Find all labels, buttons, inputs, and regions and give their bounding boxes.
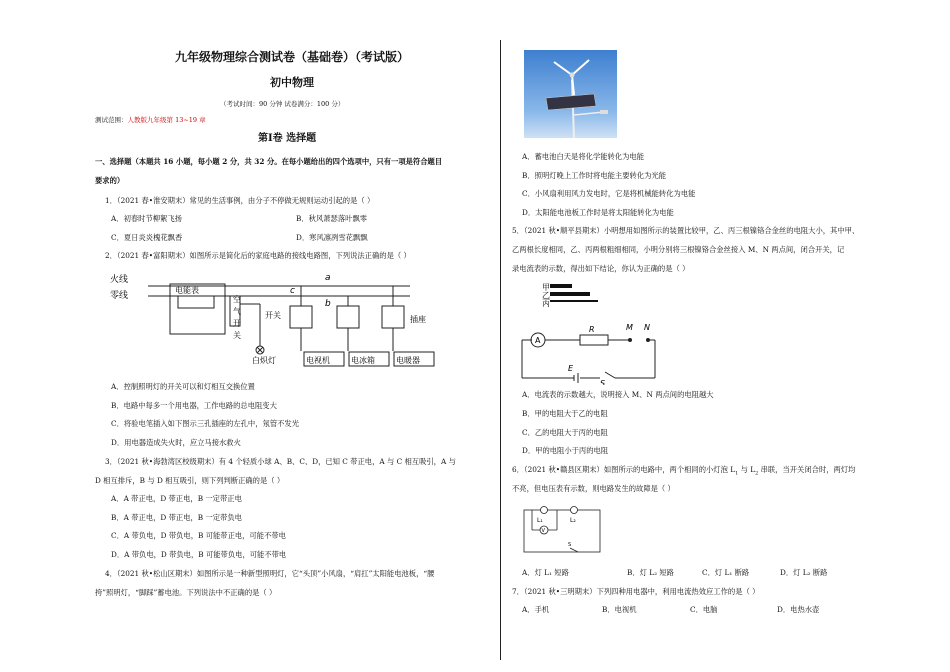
column-divider [500,40,501,660]
switch-s-label: S [600,379,606,385]
q2-option-b: B．电路中每多一个用电器，工作电路的总电阻变大 [111,401,277,410]
q3-option-d: D．A 带负电，D 带负电，B 可能带负电，可能不带电 [111,550,287,559]
q1-stem: 1．（2021 春•淮安期末）常见的生活事例，由分子不停做无规则运动引起的是（ ） [105,196,375,205]
q5-stem-line-2: 乙两根长度相同，乙、丙两根粗细相同，小明分别将三根镍铬合金丝接入 M、N 两点间，闭合开关，记 [512,245,845,254]
point-a-label: a [325,273,331,283]
point-m-label: M [626,323,633,332]
q6-stem-line-2: 不亮，但电压表有示数，则电路发生的故障是（ ） [512,484,675,493]
q4-option-b: B．照明灯晚上工作时将电能主要转化为光能 [522,171,667,180]
q4-option-d: D．太阳能电池板工作时是将太阳能转化为电能 [522,208,674,217]
scope-line [95,115,206,125]
q4-stem-line-1: 4．（2021 秋•松山区期末）如图所示是一种新型照明灯，它“头顶”小风扇，“肩扛”太阳能电池板，“腰 [105,569,435,578]
q3-stem-line-2: D 相互排斥，B 与 D 相互吸引，则下列判断正确的是（ ） [95,476,285,485]
q7-option-d: D．电热水壶 [777,605,820,614]
q5-option-c: C．乙的电阻大于丙的电阻 [522,428,608,437]
q6-stem-line-1 [512,465,855,478]
q2-option-d: D．用电器造成失火时，应立马接水救火 [111,438,241,447]
switch-box-char-1: 空 [233,295,241,304]
meter-label: 电能表 [175,286,199,295]
q1-option-a: A．初春时节柳絮飞扬 [111,214,182,223]
q1-option-c: C．夏日炎炎槐花飘香 [111,233,183,242]
q3-option-c: C．A 带负电，D 带负电，B 可能带正电，可能不带电 [111,531,286,540]
q5-option-d: D．甲的电阻小于丙的电阻 [522,446,609,455]
resistance-circuit-diagram [520,280,670,385]
point-b-label: b [325,299,331,309]
paper-title: 九年级物理综合测试卷（基础卷）（考试版） [175,50,410,64]
q6-option-c: C．灯 L₁ 断路 [702,568,750,577]
battery-label: E [568,364,574,373]
socket-label: 插座 [410,315,426,324]
q2-option-c: C．将验电笔插入如下图示三孔插座的左孔中，氖管不发光 [111,419,300,428]
switch-label: 开关 [265,311,281,320]
switch-box-char-4: 关 [233,331,241,340]
q6-stem-sub-1: 1 [735,470,739,477]
wire-jia [550,284,572,288]
q6-option-b: B．灯 L₂ 短路 [627,568,674,577]
q6-option-a: A．灯 L₁ 短路 [522,568,569,577]
q6-stem-sub-2: 2 [755,470,759,477]
bing-label: 丙 [542,299,550,308]
q4-stem-line-2: 挎”照明灯，“脚踩”蓄电池。下列说法中不正确的是（ ） [95,588,277,597]
wind-solar-lamp-illustration [524,50,617,138]
paper-subtitle: 初中物理 [270,76,314,89]
section-title: 第Ⅰ卷 选择题 [258,133,317,144]
scope-label: 测试范围： [95,116,128,124]
q2-option-a: A．控制照明灯的开关可以和灯相互交换位置 [111,382,255,391]
household-circuit-diagram [110,266,440,374]
q4-option-a: A．蓄电池白天是将化学能转化为电能 [522,152,645,161]
q5-option-b: B．甲的电阻大于乙的电阻 [522,409,608,418]
switch-box-char-2: 气 [233,307,241,316]
q1-option-d: D．寒风凛冽雪花飘飘 [296,233,368,242]
wire-yi [550,292,590,296]
q6-switch-label: S [568,542,572,548]
q5-stem-line-3: 录电流表的示数，得出如下结论，你认为正确的是（ ） [512,264,690,273]
heater-label: 电暖器 [396,356,420,365]
lamp-label: 白炽灯 [252,356,276,365]
point-n-label: N [644,323,650,332]
switch-box-char-3: 开 [233,319,241,328]
l2-label: L₂ [570,517,576,524]
q7-option-b: B．电视机 [602,605,637,614]
voltmeter-label: V [541,528,545,534]
q6-stem-part-b: 与 L [738,465,756,474]
q2-stem: 2．（2021 春•富阳期末）如图所示是简化后的家庭电路的接线电路图，下列说法正确的是（ ） [105,251,411,260]
tv-label: 电视机 [306,356,330,365]
wind-solar-lamp-photo [524,50,617,138]
q5-stem-line-1: 5．（2021 秋•顺平县期末）小明想用如图所示的装置比较甲，乙、丙三根镍铬合金丝的电阻大小，其中甲、 [512,226,860,235]
scope-value: 人教版九年级第 13~19 章 [127,116,206,124]
q5-option-a: A．电流表的示数越大，说明接入 M、N 两点间的电阻越大 [522,390,714,399]
ammeter-label: A [535,336,541,345]
l1-label: L₁ [537,517,543,524]
jia-label: 甲 [542,283,550,292]
q4-option-c: C．小风扇利用风力发电时，它是将机械能转化为电能 [522,189,696,198]
neutral-wire-label: 零线 [110,291,129,301]
point-c-label: c [290,286,295,296]
q6-stem-part-c: 串联，当开关闭合时，两灯均 [758,465,856,474]
exam-info: （考试时间：90 分钟 试卷满分：100 分） [220,100,345,108]
resistor-label: R [589,325,595,334]
left-column [95,0,495,672]
q3-option-b: B．A 带正电，D 带正电，B 一定带负电 [111,513,242,522]
q7-option-a: A．手机 [522,605,550,614]
live-wire-label: 火线 [110,275,129,285]
section-instruction-2: 要求的） [95,176,125,185]
q7-stem: 7．（2021 秋•三明期末）下列四种用电器中，利用电流热效应工作的是（ ） [512,587,760,596]
q1-option-b: B．秋风萧瑟落叶飘零 [296,214,368,223]
right-column [512,0,932,672]
q3-option-a: A．A 带正电，D 带正电，B 一定带正电 [111,494,242,503]
q7-option-c: C．电脑 [690,605,718,614]
q6-stem-part-a: 6．（2021 秋•赣县区期末）如图所示的电路中，两个相同的小灯泡 L [512,465,736,474]
q6-option-d: D．灯 L₂ 断路 [780,568,828,577]
q3-stem-line-1: 3．（2021 秋•海勃湾区校级期末）有 4 个轻质小球 A、B、C、D，已知 C 带正电，A 与 C 相互吸引，A 与 [105,457,456,466]
yi-label: 乙 [542,291,550,300]
fridge-label: 电冰箱 [351,356,375,365]
series-lamp-circuit-diagram [522,506,602,556]
section-instruction-1: 一、选择题（本题共 16 小题，每小题 2 分，共 32 分。在每小题给出的四个选项中，只有一项是符合题目 [95,157,443,166]
wire-bing [550,300,598,302]
